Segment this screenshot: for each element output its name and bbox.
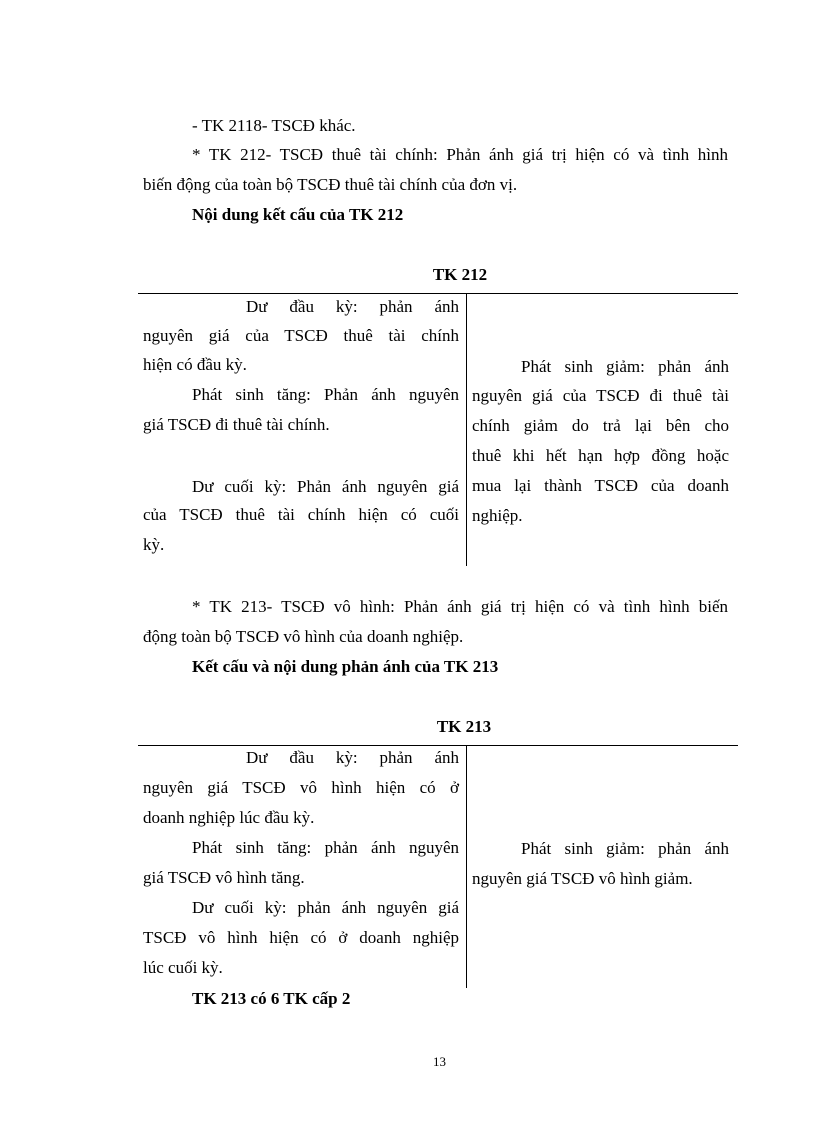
table-top-rule-tk213 bbox=[138, 745, 738, 746]
text-line: hiện có đầu kỳ. bbox=[143, 355, 247, 374]
section-heading-tk213: Kết cấu và nội dung phản ánh của TK 213 bbox=[192, 657, 499, 676]
section-heading-tk212: Nội dung kết cấu của TK 212 bbox=[192, 205, 404, 224]
text-line: Phát sinh tăng: phản ánh nguyên bbox=[192, 838, 459, 857]
text-line: giá TSCĐ đi thuê tài chính. bbox=[143, 415, 330, 434]
text-line: mua lại thành TSCĐ của doanh bbox=[472, 476, 729, 495]
middle-line-1: * TK 213- TSCĐ vô hình: Phản ánh giá trị hiện có và tình hình biến bbox=[192, 597, 728, 616]
intro-line-2: * TK 212- TSCĐ thuê tài chính: Phản ánh giá trị hiện có và tình hình bbox=[192, 145, 728, 164]
footer-heading: TK 213 có 6 TK cấp 2 bbox=[192, 989, 351, 1008]
table-divider-tk212 bbox=[466, 294, 467, 566]
text-line: nguyên giá của TSCĐ thuê tài chính bbox=[143, 326, 459, 345]
text-line: Phát sinh giảm: phản ánh bbox=[521, 357, 729, 376]
text-line: Phát sinh tăng: Phản ánh nguyên bbox=[192, 385, 459, 404]
intro-line-3: biến động của toàn bộ TSCĐ thuê tài chính của đơn vị. bbox=[143, 175, 518, 194]
page-number: 13 bbox=[433, 1054, 446, 1069]
text-line: thuê khi hết hạn hợp đồng hoặc bbox=[472, 446, 729, 465]
text-line: nguyên giá TSCĐ vô hình hiện có ở bbox=[143, 778, 459, 797]
table-top-rule-tk212 bbox=[138, 293, 738, 294]
table-title-tk212: TK 212 bbox=[432, 265, 488, 284]
text-line: chính giảm do trả lại bên cho bbox=[472, 416, 729, 435]
intro-line-1: - TK 2118- TSCĐ khác. bbox=[192, 116, 356, 135]
text-line: Dư đầu kỳ: phản ánh bbox=[246, 297, 459, 316]
text-line: Dư đầu kỳ: phản ánh bbox=[246, 748, 459, 767]
text-line: của TSCĐ thuê tài chính hiện có cuối bbox=[143, 505, 459, 524]
text-line: TSCĐ vô hình hiện có ở doanh nghiệp bbox=[143, 928, 459, 947]
text-line: lúc cuối kỳ. bbox=[143, 958, 223, 977]
text-line: nguyên giá TSCĐ vô hình giảm. bbox=[472, 869, 693, 888]
text-line: doanh nghiệp lúc đầu kỳ. bbox=[143, 808, 315, 827]
text-line: kỳ. bbox=[143, 535, 165, 554]
text-line: nguyên giá của TSCĐ đi thuê tài bbox=[472, 386, 729, 405]
text-line: Phát sinh giảm: phản ánh bbox=[521, 839, 729, 858]
table-divider-tk213 bbox=[466, 746, 467, 988]
table-title-tk213: TK 213 bbox=[436, 717, 492, 736]
text-line: Dư cuối kỳ: Phản ánh nguyên giá bbox=[192, 477, 459, 496]
middle-line-2: động toàn bộ TSCĐ vô hình của doanh nghiệp. bbox=[143, 627, 464, 646]
text-line: nghiệp. bbox=[472, 506, 523, 525]
text-line: giá TSCĐ vô hình tăng. bbox=[143, 868, 305, 887]
text-line: Dư cuối kỳ: phản ánh nguyên giá bbox=[192, 898, 459, 917]
